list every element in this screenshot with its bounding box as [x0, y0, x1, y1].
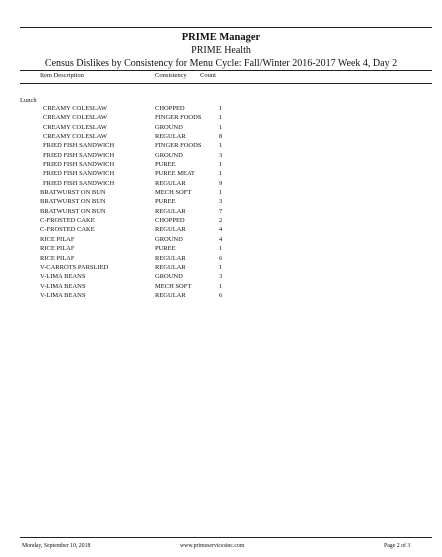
row-item-description: RICE PILAF: [40, 235, 75, 243]
table-row: [0, 263, 442, 272]
row-count: 6: [219, 291, 223, 299]
table-row: [0, 132, 442, 141]
row-count: 7: [219, 207, 223, 215]
table-row: [0, 188, 442, 197]
table-row: [0, 216, 442, 225]
table-row: [0, 225, 442, 234]
row-consistency: GROUND: [155, 151, 183, 159]
row-item-description: FRIED FISH SANDWICH: [43, 142, 115, 150]
row-count: 9: [219, 179, 223, 187]
row-consistency: REGULAR: [155, 254, 186, 262]
top-rule: [20, 27, 432, 28]
footer-website: www.primeservicesinc.com: [180, 543, 245, 549]
table-row: [0, 141, 442, 150]
table-row: [0, 235, 442, 244]
section-label-lunch: Lunch: [20, 97, 37, 104]
row-consistency: REGULAR: [155, 133, 186, 141]
row-consistency: MECH SOFT: [155, 189, 192, 197]
row-consistency: PUREE MEAT: [155, 170, 195, 178]
row-consistency: REGULAR: [155, 207, 186, 215]
row-item-description: BRATWURST ON BUN: [40, 189, 106, 197]
table-row: [0, 179, 442, 188]
row-consistency: REGULAR: [155, 291, 186, 299]
row-count: 1: [219, 189, 223, 197]
row-item-description: V-LIMA BEANS: [40, 291, 86, 299]
app-title: PRIME Manager: [181, 32, 261, 43]
organization-name: PRIME Health: [191, 45, 251, 56]
row-consistency: FINGER FOODS: [155, 114, 202, 122]
row-count: 1: [219, 161, 223, 169]
row-count: 1: [219, 142, 223, 150]
row-item-description: CREAMY COLESLAW: [43, 114, 108, 122]
row-count: 3: [219, 198, 223, 206]
table-row: [0, 151, 442, 160]
dislikes-table: [0, 104, 442, 300]
row-consistency: CHOPPED: [155, 105, 185, 112]
table-row: [0, 254, 442, 263]
column-header-rule: [20, 83, 432, 84]
row-item-description: V-LIMA BEANS: [40, 273, 86, 281]
row-item-description: C-FROSTED CAKE: [40, 217, 95, 225]
row-item-description: C-FROSTED CAKE: [40, 226, 95, 234]
row-consistency: PUREE: [155, 161, 176, 169]
row-item-description: FRIED FISH SANDWICH: [43, 179, 115, 187]
report-title: Census Dislikes by Consistency for Menu Cycle: Fall/Winter 2016-2017 Week 4, Day 2: [44, 58, 398, 69]
row-item-description: V-LIMA BEANS: [40, 282, 86, 290]
row-count: 6: [219, 254, 223, 262]
table-row: [0, 244, 442, 253]
row-count: 3: [219, 151, 223, 159]
column-header-count: Count: [200, 72, 216, 79]
row-consistency: REGULAR: [155, 179, 186, 187]
row-count: 1: [219, 114, 223, 122]
row-item-description: CREAMY COLESLAW: [43, 105, 108, 112]
row-count: 3: [219, 273, 223, 281]
row-item-description: CREAMY COLESLAW: [43, 123, 108, 131]
row-item-description: FRIED FISH SANDWICH: [43, 151, 115, 159]
row-item-description: RICE PILAF: [40, 245, 75, 253]
table-row: [0, 207, 442, 216]
table-row: [0, 113, 442, 122]
row-count: 4: [219, 235, 223, 243]
row-consistency: REGULAR: [155, 226, 186, 234]
table-row: [0, 282, 442, 291]
row-consistency: GROUND: [155, 235, 183, 243]
row-item-description: V-CARROTS PARSLIED: [40, 263, 109, 271]
table-row: [0, 272, 442, 281]
table-row: [0, 169, 442, 178]
row-count: 8: [219, 133, 223, 141]
row-count: 1: [219, 170, 223, 178]
table-row: [0, 104, 442, 113]
row-consistency: CHOPPED: [155, 217, 185, 225]
table-row: [0, 197, 442, 206]
row-count: 2: [219, 217, 223, 225]
row-item-description: RICE PILAF: [40, 254, 75, 262]
row-consistency: PUREE: [155, 198, 176, 206]
row-item-description: CREAMY COLESLAW: [43, 133, 108, 141]
row-item-description: FRIED FISH SANDWICH: [43, 161, 115, 169]
table-row: [0, 123, 442, 132]
footer-page-number: Page 2 of 3: [384, 543, 411, 549]
row-item-description: BRATWURST ON BUN: [40, 207, 106, 215]
row-consistency: MECH SOFT: [155, 282, 192, 290]
row-count: 1: [219, 123, 223, 131]
footer-rule: [20, 537, 432, 538]
table-row: [0, 291, 442, 300]
header-rule: [20, 70, 432, 71]
table-row: [0, 160, 442, 169]
column-header-consistency: Consistency: [155, 72, 187, 79]
row-count: 1: [219, 282, 223, 290]
footer-date: Monday, September 10, 2018: [22, 543, 91, 549]
row-item-description: FRIED FISH SANDWICH: [43, 170, 115, 178]
column-header-item: Item Description: [40, 72, 84, 79]
row-item-description: BRATWURST ON BUN: [40, 198, 106, 206]
row-count: 1: [219, 263, 223, 271]
row-count: 1: [219, 245, 223, 253]
row-consistency: PUREE: [155, 245, 176, 253]
row-count: 4: [219, 226, 223, 234]
row-consistency: FINGER FOODS: [155, 142, 202, 150]
row-consistency: GROUND: [155, 123, 183, 131]
row-consistency: GROUND: [155, 273, 183, 281]
row-count: 1: [219, 105, 223, 112]
row-consistency: REGULAR: [155, 263, 186, 271]
